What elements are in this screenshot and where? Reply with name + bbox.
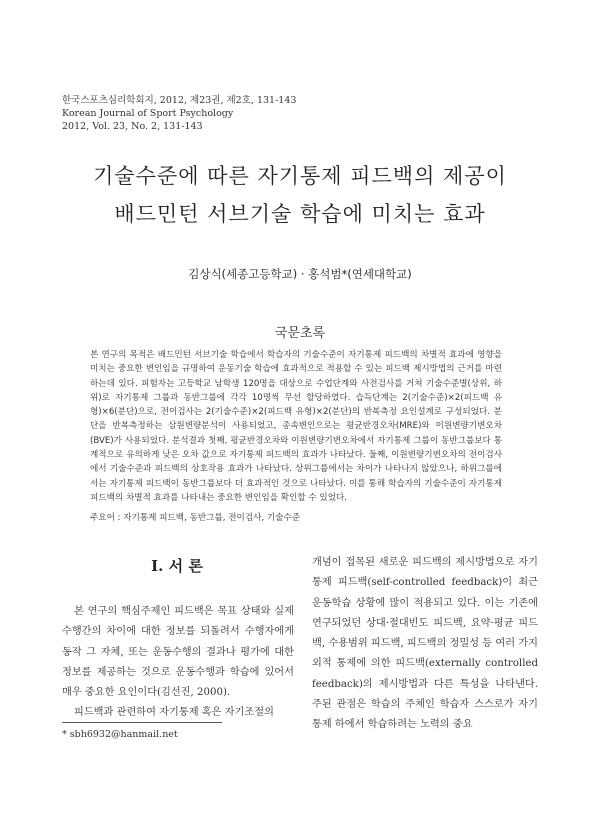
body-paragraph: 개념이 접목된 새로운 피드백의 제시방법으로 자기통제 피드백(self-controlled feedback)이 최근 운동학습 상황에 많이 적용되고 있다. 이는 기존에 연구되었던 상대·절대빈도 피드백, 요약·평균 피드백, 수용범위 피드백, 피드백의 정밀성 등 여러 가지 외적 통제에 의한 피드백(externally controlled feedback)의 제시방법과 다른 특성을 나타낸다. 주된 관점은 학습의 주체인 학습자 스스로가 자기통제 하에서 학습하려는 노력의 중요 xyxy=(312,557,538,731)
abstract-text: 본 연구의 목적은 배드민턴 서브기술 학습에서 학습자의 기술수준이 자기통제 피드백의 차별적 효과에 영향을 미치는 중요한 변인임을 규명하여 운동기술 학습에 효과적으로 적용할 수 있는 피드백 제시방법의 근거를 마련하는데 있다. 피험자는 고등학교 남학생 120명을 대상으로 수업단계와 사전검사를 거쳐 기술수준별(상위, 하위)로 자기통제 그룹과 동반그룹에 각각 10명씩 무선 할당하였다. 습득단계는 2(기술수준)×2(피드백 유형)×6(분단)으로, 전이검사는 2(기술수준)×2(피드백 유형)×2(분단)의 반복측정 요인설계로 구성되었다. 분단을 반복측정하는 삼원변량분석이 사용되었고, 종속변인으로는 평균반경오차(MRE)와 이원변량기변오차(BVE)가 사용되었다. 분석결과 첫째, 평균반경오차와 이원변량기변오차에서 자기통제 그룹이 동반그룹보다 통계적으로 유의하게 낮은 오차 값으로 자기통제 피드백의 효과가 나타났다. 둘째, 이원변량기변오차의 전이검사에서 기술수준과 피드백의 상호작용 효과가 나타났다. 상위그룹에서는 차이가 나타나지 않았으나, 하위그룹에서는 자기통제 피드백이 동반그룹보다 더 효과적인 것으로 나타났다. 이를 통해 학습자의 기술수준이 자기통제 피드백의 차별적 효과를 나타내는 중요한 변인임을 확인할 수 있었다. xyxy=(90,350,502,503)
body-column-left xyxy=(62,602,294,724)
section-heading-introduction: I. 서 론 xyxy=(151,557,203,575)
journal-header xyxy=(62,94,296,133)
paper-title-line-1: 기술수준에 따른 자기통제 피드백의 제공이 xyxy=(93,164,507,188)
footnote-email: * sbh6932@hanmail.net xyxy=(62,729,178,740)
body-column-right xyxy=(312,553,538,736)
journal-header-korean: 한국스포츠심리학회지, 2012, 제23권, 제2호, 131-143 xyxy=(62,95,297,106)
author-line: 김상식(세종고등학교) · 홍석범*(연세대학교) xyxy=(188,267,412,281)
keywords: 주요어 : 자기통제 피드백, 동반그룹, 전이검사, 기술수준 xyxy=(90,513,301,523)
body-paragraph: 본 연구의 핵심주제인 피드백은 목표 상태와 실제 수행간의 차이에 대한 정보를 되돌려서 수행자에게 동작 그 자체, 또는 운동수행의 결과나 평가에 대한 정보를 제공하는 것으로 운동수행과 학습에 있어서 매우 중요한 요인이다(김선진, 2000). xyxy=(62,606,294,699)
journal-header-volume: 2012, Vol. 23, No. 2, 131-143 xyxy=(62,121,203,132)
abstract-heading: 국문초록 xyxy=(274,326,326,341)
footnote-divider xyxy=(62,722,222,723)
paper-title-line-2: 배드민턴 서브기술 학습에 미치는 효과 xyxy=(114,202,486,226)
journal-header-english: Korean Journal of Sport Psychology xyxy=(62,108,234,119)
body-paragraph: 피드백과 관련하여 자기통제 혹은 자기조절의 xyxy=(74,707,274,719)
